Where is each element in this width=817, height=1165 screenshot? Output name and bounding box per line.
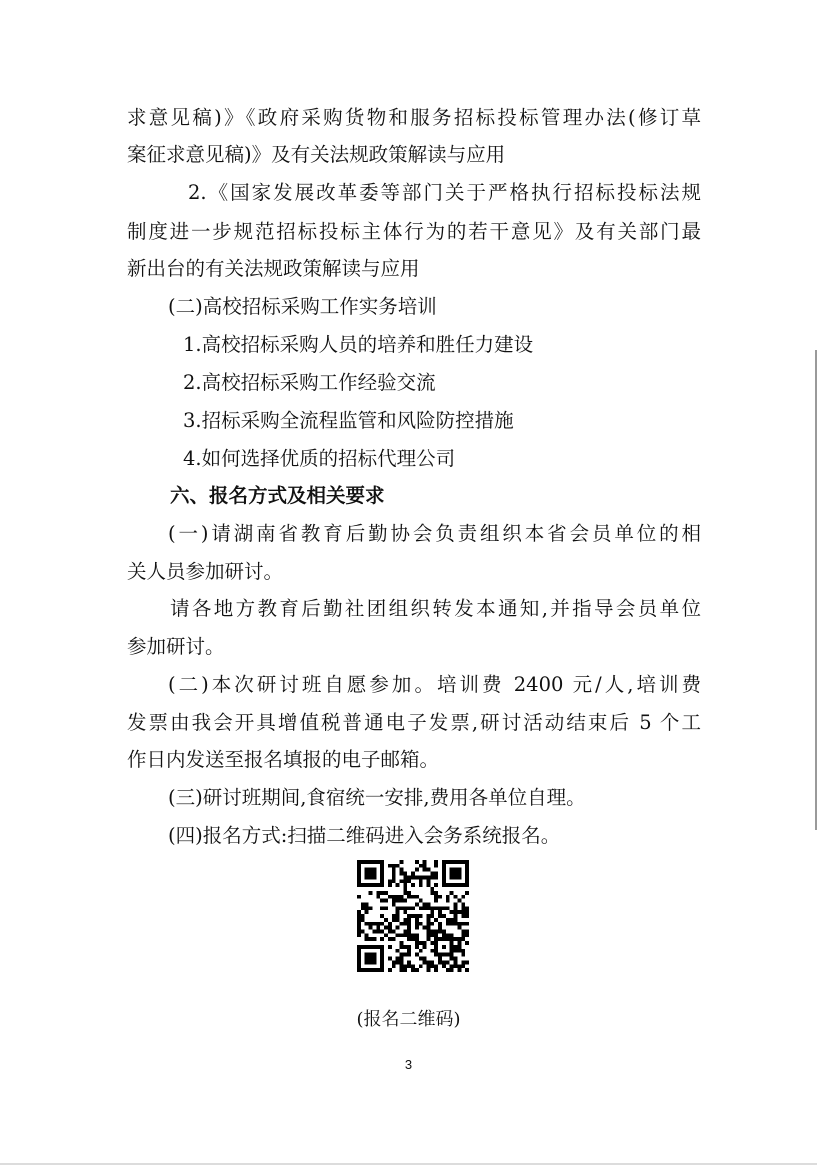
list-item-2: 2.高校招标采购工作经验交流: [183, 371, 436, 394]
body-line-4: 制度进一步规范招标投标主体行为的若干意见》及有关部门最: [127, 220, 701, 243]
body-line-3: 2.《国家发展改革委等部门关于严格执行招标投标法规: [188, 181, 701, 204]
body-line-17: 发票由我会开具增值税普通电子发票,研讨活动结束后 5 个工: [127, 711, 701, 734]
body-line-20: (四)报名方式:扫描二维码进入会务系统报名。: [168, 824, 561, 847]
body-line-12: (一)请湖南省教育后勤协会负责组织本省会员单位的相: [168, 522, 701, 545]
body-line-5: 新出台的有关法规政策解读与应用: [127, 257, 420, 280]
body-line-15: 参加研讨。: [127, 635, 225, 658]
list-item-3: 3.招标采购全流程监管和风险防控措施: [183, 409, 514, 432]
subsection-heading-2: (二)高校招标采购工作实务培训: [168, 295, 437, 318]
body-line-2: 案征求意见稿)》及有关法规政策解读与应用: [127, 143, 506, 166]
list-item-1: 1.高校招标采购人员的培养和胜任力建设: [183, 333, 534, 356]
body-line-1: 求意见稿)》《政府采购货物和服务招标投标管理办法(修订草: [127, 106, 701, 129]
qr-code-icon[interactable]: [357, 860, 469, 972]
section-heading-6: 六、报名方式及相关要求: [170, 484, 385, 507]
qr-caption: (报名二维码): [356, 1009, 461, 1030]
body-line-16: (二)本次研讨班自愿参加。培训费 2400 元/人,培训费: [168, 673, 701, 696]
list-item-4: 4.如何选择优质的招标代理公司: [183, 447, 456, 470]
body-line-14: 请各地方教育后勤社团组织转发本通知,并指导会员单位: [170, 597, 701, 620]
qr-code-graphic: [357, 860, 469, 972]
body-line-19: (三)研讨班期间,食宿统一安排,费用各单位自理。: [168, 786, 586, 809]
body-line-13: 关人员参加研讨。: [127, 560, 284, 583]
body-line-18: 作日内发送至报名填报的电子邮箱。: [127, 748, 440, 771]
page-number: 3: [404, 1057, 413, 1072]
